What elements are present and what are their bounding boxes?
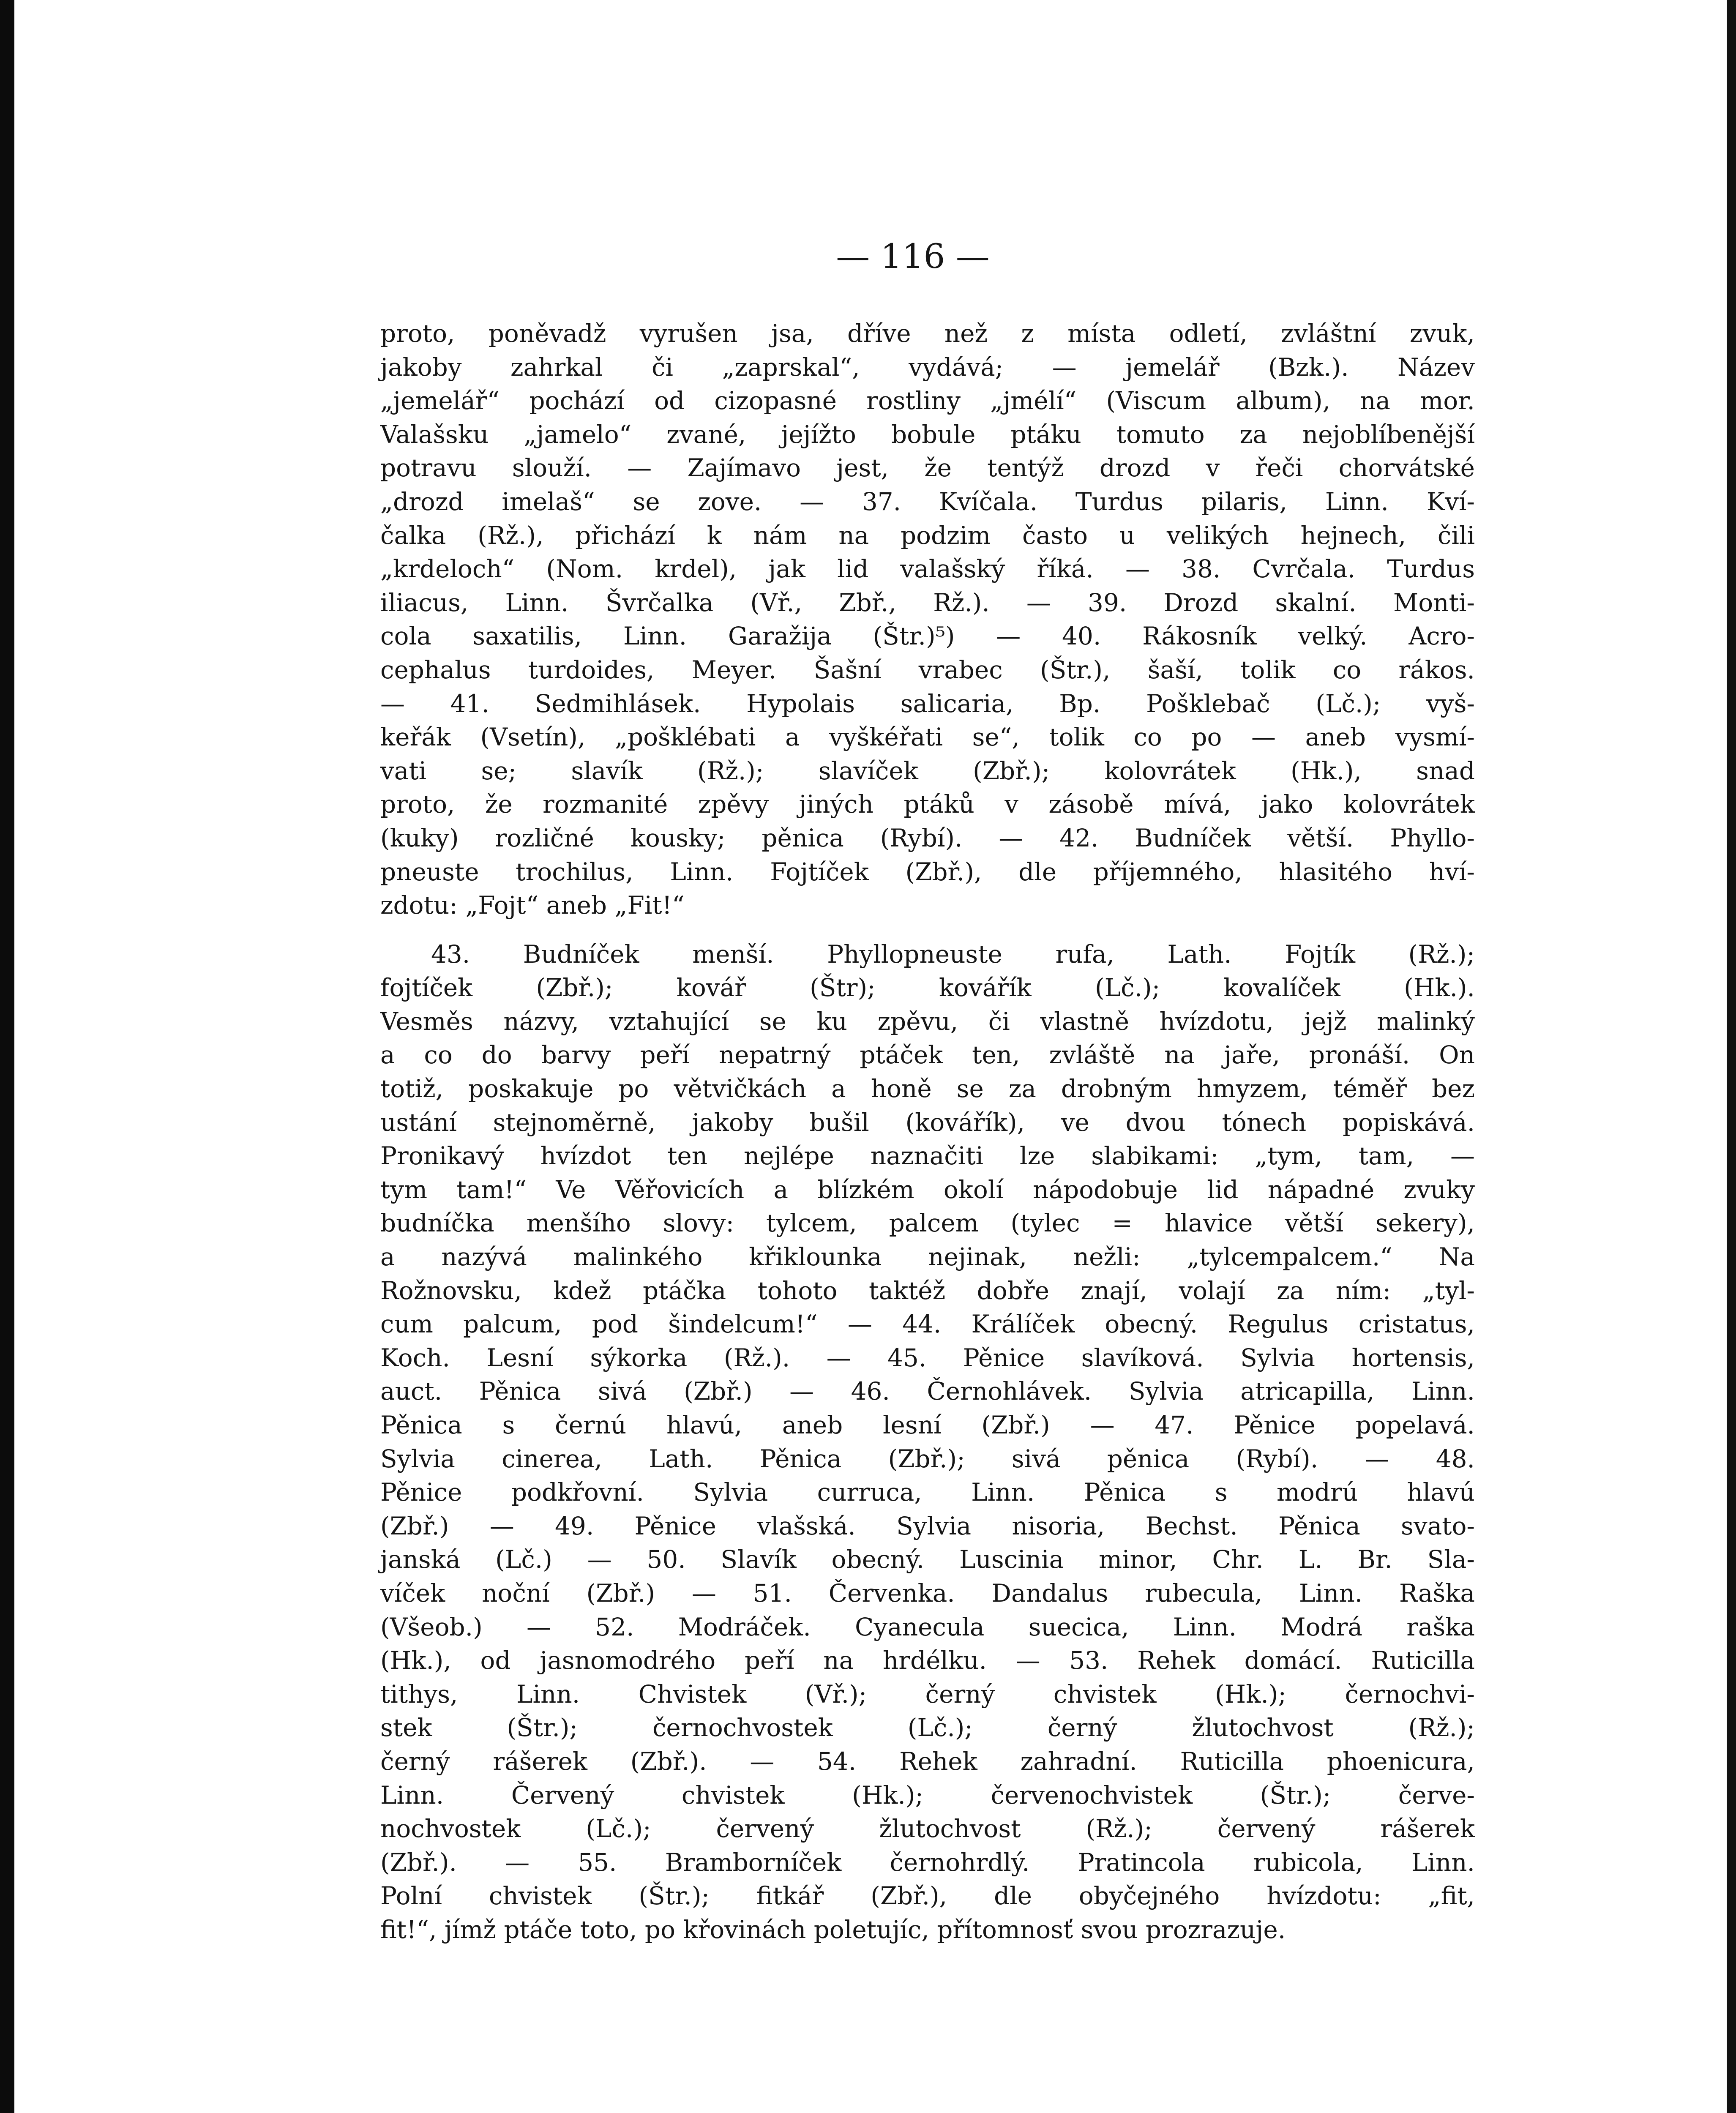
text-line: (Zbř.). — 55. Bramborníček černohrdlý. Pratincola rubicola, Linn. [380,1848,1475,1877]
text-line: budníčka menšího slovy: tylcem, palcem (tylec = hlavice větší sekery), [380,1209,1475,1238]
text-line: iliacus, Linn. Švrčalka (Vř., Zbř., Rž.). — 39. Drozd skalní. Monti- [380,588,1475,617]
text-line: cephalus turdoides, Meyer. Šašní vrabec (Štr.), šaší, tolik co rákos. [380,655,1475,684]
text-line: (kuky) rozličné kousky; pěnica (Rybí). — 42. Budníček větší. Phyllo- [380,823,1475,852]
page-number: — 116 — [836,237,990,276]
text-line: tym tam!“ Ve Věřovicích a blízkém okolí nápodobuje lid nápadné zvuky [380,1175,1475,1204]
text-line: nochvostek (Lč.); červený žlutochvost (Rž.); červený rášerek [380,1814,1475,1843]
text-line: tithys, Linn. Chvistek (Vř.); černý chvistek (Hk.); černochvi- [380,1679,1475,1709]
text-line: Koch. Lesní sýkorka (Rž.). — 45. Pěnice slavíková. Sylvia hortensis, [380,1343,1475,1372]
text-line: keřák (Vsetín), „pošklébati a vyškéřati se“, tolik co po — aneb vysmí- [380,723,1475,752]
paragraph [380,317,1475,923]
text-line: potravu slouží. — Zajímavo jest, že tentýž drozd v řeči chorvátské [380,453,1475,483]
text-line: (Hk.), od jasnomodrého peří na hrdélku. — 53. Rehek domácí. Ruticilla [380,1646,1475,1675]
text-line: janská (Lč.) — 50. Slavík obecný. Luscinia minor, Chr. L. Br. Sla- [380,1545,1475,1574]
text-line: černý rášerek (Zbř.). — 54. Rehek zahradní. Ruticilla phoenicura, [380,1747,1475,1776]
text-line: 43. Budníček menší. Phyllopneuste rufa, Lath. Fojtík (Rž.); [431,939,1475,969]
text-line: „jemelář“ pochází od cizopasné rostliny „jmélí“ (Viscum album), na mor. [380,386,1475,415]
text-line: „krdeloch“ (Nom. krdel), jak lid valašský říká. — 38. Cvrčala. Turdus [380,554,1475,584]
text-line: cola saxatilis, Linn. Garažija (Štr.)⁵) — 40. Rákosník velký. Acro- [380,622,1475,651]
text-line: (Zbř.) — 49. Pěnice vlašská. Sylvia nisoria, Bechst. Pěnica svato- [380,1511,1475,1540]
text-line: totiž, poskakuje po větvičkách a honě se za drobným hmyzem, téměř bez [380,1074,1475,1103]
text-line: čalka (Rž.), přichází k nám na podzim často u velikých hejnech, čili [380,521,1475,550]
scan-border-left [0,0,14,2113]
text-line: Sylvia cinerea, Lath. Pěnica (Zbř.); sivá pěnica (Rybí). — 48. [380,1444,1475,1473]
text-line: proto, poněvadž vyrušen jsa, dříve než z místa odletí, zvláštní zvuk, [380,319,1475,348]
text-line: a nazývá malinkého křiklounka nejinak, nežli: „tylcempalcem.“ Na [380,1242,1475,1272]
body-text [380,317,1475,1947]
scan-border-right [1727,0,1736,2113]
text-line: Pěnica s černú hlavú, aneb lesní (Zbř.) — 47. Pěnice popelavá. [380,1411,1475,1439]
text-line: Linn. Červený chvistek (Hk.); červenochvistek (Štr.); červe- [380,1780,1475,1810]
text-line: (Všeob.) — 52. Modráček. Cyanecula suecica, Linn. Modrá raška [380,1612,1475,1641]
text-line: ustání stejnoměrně, jakoby bušil (kovářík), ve dvou tónech popiskává. [380,1108,1475,1137]
text-line: pneuste trochilus, Linn. Fojtíček (Zbř.), dle příjemného, hlasitého hví- [380,857,1475,886]
paragraph [380,938,1475,1947]
text-line: cum palcum, pod šindelcum!“ — 44. Králíček obecný. Regulus cristatus, [380,1310,1475,1339]
text-line: Valašsku „jamelo“ zvané, jejížto bobule ptáku tomuto za nejoblíbenější [380,420,1475,449]
text-line: „drozd imelaš“ se zove. — 37. Kvíčala. Turdus pilaris, Linn. Kví- [380,487,1475,516]
text-line: víček noční (Zbř.) — 51. Červenka. Dandalus rubecula, Linn. Raška [380,1578,1475,1608]
text-line: Pronikavý hvízdot ten nejlépe naznačiti lze slabikami: „tym, tam, — [380,1141,1475,1171]
text-line: Polní chvistek (Štr.); fitkář (Zbř.), dle obyčejného hvízdotu: „fit, [380,1881,1475,1911]
text-line: vati se; slavík (Rž.); slavíček (Zbř.); kolovrátek (Hk.), snad [380,756,1475,785]
text-line: Vesměs názvy, vztahující se ku zpěvu, či vlastně hvízdotu, jejž malinký [380,1007,1475,1036]
text-line: Pěnice podkřovní. Sylvia curruca, Linn. Pěnica s modrú hlavú [380,1478,1475,1507]
text-line: proto, že rozmanité zpěvy jiných ptáků v zásobě mívá, jako kolovrátek [380,790,1475,819]
text-line: fojtíček (Zbř.); kovář (Štr); kovářík (Lč.); kovalíček (Hk.). [380,973,1475,1002]
text-line: zdotu: „Fojt“ aneb „Fit!“ [380,891,685,920]
text-line: Rožnovsku, kdež ptáčka tohoto taktéž dobře znají, volají za ním: „tyl- [380,1276,1475,1305]
text-line: auct. Pěnica sivá (Zbř.) — 46. Černohlávek. Sylvia atricapilla, Linn. [380,1377,1475,1406]
text-line: a co do barvy peří nepatrný ptáček ten, zvláště na jaře, pronáší. On [380,1040,1475,1070]
text-line: — 41. Sedmihlásek. Hypolais salicaria, Bp. Pošklebač (Lč.); vyš- [380,689,1475,718]
text-line: stek (Štr.); černochvostek (Lč.); černý žlutochvost (Rž.); [380,1713,1475,1742]
text-line: fit!“, jímž ptáče toto, po křovinách poletujíc, přítomnosť svou prozrazuje. [380,1915,1286,1944]
text-line: jakoby zahrkal či „zaprskal“, vydává; — jemelář (Bzk.). Název [380,352,1475,382]
